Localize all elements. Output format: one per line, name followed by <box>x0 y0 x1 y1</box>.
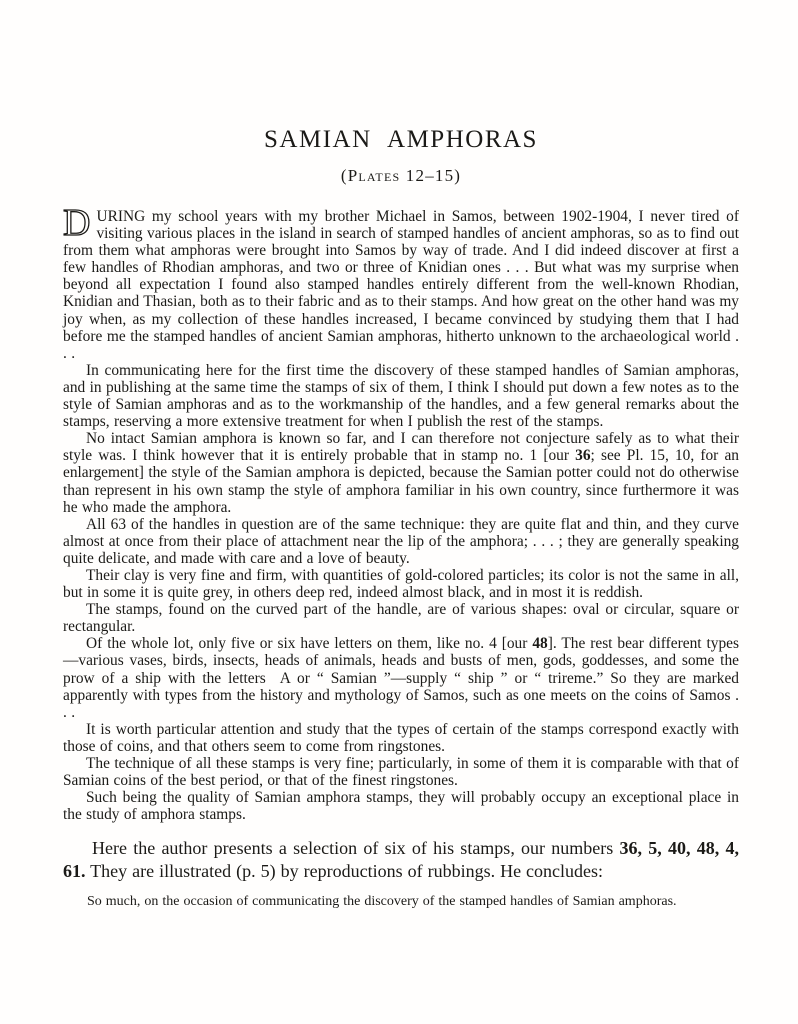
bold-run: 36, 5, 40, 48, 4, 61. <box>63 838 739 881</box>
body-paragraph-9 <box>63 755 739 789</box>
body-paragraph-5 <box>63 567 739 601</box>
body-paragraph-7 <box>63 635 739 720</box>
text-run: So much, on the occasion of communicating the discovery of the stamped handles of Samian amphoras. <box>87 894 677 910</box>
text-run: The stamps, found on the curved part of the handle, are of various shapes: oval or circular, square or rectangular. <box>63 601 739 636</box>
body-paragraph-6 <box>63 601 739 635</box>
article-title: SAMIAN AMPHORAS <box>264 126 538 153</box>
plates-subtitle: (Plates 12–15) <box>340 166 462 185</box>
text-run: They are illustrated (p. 5) by reproductions of rubbings. He concludes: <box>85 860 604 881</box>
text-run: Here the author presents a selection of six of his stamps, our numbers <box>92 838 620 859</box>
text-run: In communicating here for the first time the discovery of these stamped handles of Samian amphoras, and in publishing at the same time the stamps of six of them, I think I should put down a few notes as to the style of Samian amphoras and as to the workmanship of the handles, and a few general remarks about the stamps, reserving a more extensive treatment for when I publish the rest of the stamps. <box>63 361 739 431</box>
text-run: Such being the quality of Samian amphora stamps, they will probably occupy an exceptional place in the study of amphora stamps. <box>63 789 739 824</box>
drop-cap: D <box>63 202 91 244</box>
text-run: Their clay is very fine and firm, with quantities of gold-colored particles; its color is not the same in all, but in some it is quite grey, in others deep red, indeed almost black, and in most it is reddish. <box>63 566 739 602</box>
body-paragraph-8 <box>63 721 739 755</box>
closing-paragraph <box>63 893 739 910</box>
text-run: ]. The rest bear different types—various vases, birds, insects, heads of animals, heads and busts of men, gods, goddesses, and some the prow of a ship with the letters A or “ Samian ”—supply “ ship ” or “ trireme.” So they are marked apparently with types from the history and mythology of Samos, such as one meets on the coins of Samos . . . <box>63 635 739 721</box>
text-run: It is worth particular attention and study that the types of certain of the stamps correspond exactly with those of coins, and that others seem to come from ringstones. <box>63 720 739 755</box>
body-paragraph-1 <box>63 202 739 362</box>
body-paragraph-10 <box>63 789 739 823</box>
text-run: ; see Pl. 15, 10, for an enlargement] the style of the Samian amphora is depicted, because the Samian potter could not do otherwise than represent in his own stamp the style of amphora familiar in his own country, since furthermore it was he who made the amphora. <box>63 447 739 516</box>
bold-run: 36 <box>575 447 591 465</box>
bold-run: 48 <box>532 635 548 653</box>
body-paragraph-2 <box>63 362 739 430</box>
editor-note-paragraph <box>63 837 739 882</box>
article-body <box>63 202 739 824</box>
text-run: URING my school years with my brother Michael in Samos, between 1902-1904, I never tired of visiting various places in the island in search of stamped handles of ancient amphoras, so as to find out from them what amphoras were brought into Samos by way of trade. And I did indeed discover at first a few handles of Rhodian amphoras, and two or three of Knidian ones . . . But what was my surprise when beyond all expectation I found also stamped handles entirely different from the well-known Rhodian, Knidian and Thasian, both as to their fabric and as to their stamps. And how great on the other hand was my joy when, as my collection of these handles increased, I became convinced by studying them that I had before me the stamped handles of ancient Samian amphoras, hitherto unknown to the archaeological world . . . <box>63 208 739 362</box>
text-run: The technique of all these stamps is very fine; particularly, in some of them it is comparable with that of Samian coins of the best period, or that of the finest ringstones. <box>63 755 739 790</box>
text-run: All 63 of the handles in question are of the same technique: they are quite flat and thin, and they curve almost at once from their place of attachment near the lip of the amphora; . . . ; they are generally speaking quite delicate, and made with care and a love of beauty. <box>63 515 739 567</box>
body-paragraph-3 <box>63 430 739 515</box>
text-run: Of the whole lot, only five or six have letters on them, like no. 4 [our <box>86 635 533 653</box>
text-run: No intact Samian amphora is known so far, and I can therefore not conjecture safely as to what their style was. I think however that it is entirely probable that in stamp no. 1 [our <box>63 430 739 465</box>
body-paragraph-4 <box>63 516 739 567</box>
